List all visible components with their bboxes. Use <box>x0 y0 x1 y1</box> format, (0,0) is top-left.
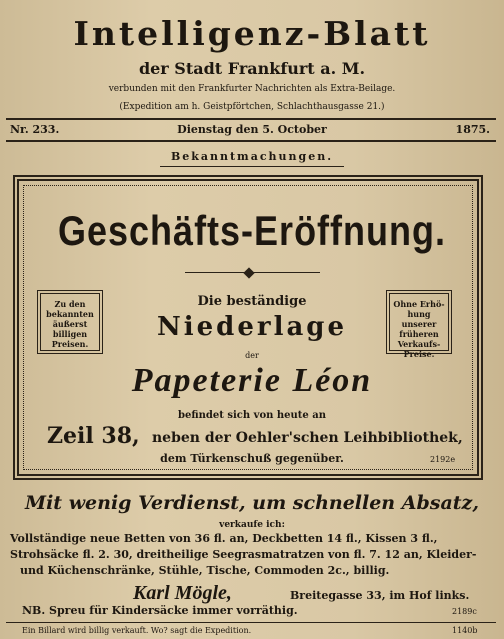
classified-billard: Ein Billard wird billig verkauft. Wo? sagt die Expedition. <box>22 626 252 635</box>
issue-date: Dienstag den 5. October <box>177 123 327 136</box>
masthead-subtitle: der Stadt Frankfurt a. M. <box>138 59 366 78</box>
ad-address-detail: neben der Oehler'schen Leihbibliothek, <box>152 430 463 446</box>
rule-top <box>6 118 496 120</box>
ad-niederlage: Niederlage <box>156 312 348 342</box>
ad2-merchant-name: Karl Mögle, <box>133 582 232 604</box>
masthead-expedition: (Expedition am h. Geistpförtchen, Schlachthausgasse 21.) <box>119 102 385 112</box>
ad2-address: Breitegasse 33, im Hof links. <box>290 589 470 602</box>
ad2-line-3: und Küchenschränke, Stühle, Tische, Commoden 2c., billig. <box>20 564 390 577</box>
ad2-verkaufe: verkaufe ich: <box>219 520 285 530</box>
rule-dateline <box>6 140 496 142</box>
masthead-title: Intelligenz-Blatt <box>73 14 431 53</box>
issue-number: Nr. 233. <box>10 123 60 136</box>
rule-bottom <box>6 622 496 623</box>
ad2-line-1: Vollständige neue Betten von 36 fl. an, Deckbetten 14 fl., Kissen 3 fl., <box>10 532 438 545</box>
ad-intro: Die beständige <box>197 294 307 309</box>
ad-shop-name: Papeterie Léon <box>131 362 373 399</box>
ad2-note: NB. Spreu für Kindersäcke immer vorräthig. <box>22 604 298 617</box>
ad2-headline: Mit wenig Verdienst, um schnellen Absatz, <box>25 492 479 514</box>
right-price-box: Ohne Erhö- hung unserer früheren Verkaufs- Preise. <box>386 290 452 354</box>
ornament-divider <box>185 272 320 273</box>
classified-code: 1140b <box>452 626 478 635</box>
issue-year: 1875. <box>455 123 490 136</box>
section-rule <box>160 166 344 167</box>
masthead-affiliation: verbunden mit den Frankfurter Nachrichten als Extra-Beilage. <box>108 84 396 94</box>
left-price-box: Zu den bekannten äußerst billigen Preisen. <box>37 290 103 354</box>
ad2-line-2: Strohsäcke fl. 2. 30, dreitheilige Seegrasmatratzen von fl. 7. 12 an, Kleider- <box>10 548 477 561</box>
ad-address: Zeil 38, <box>47 423 140 449</box>
ad2-code: 2189c <box>452 607 477 616</box>
ad-der: der <box>245 351 259 360</box>
ad-landmark: dem Türkenschuß gegenüber. <box>160 452 344 465</box>
section-heading: Bekanntmachungen. <box>170 150 334 163</box>
ad-headline: Geschäfts-Eröffnung. <box>57 206 446 254</box>
ad-code: 2192e <box>430 455 456 464</box>
ad-befindet: befindet sich von heute an <box>178 410 326 421</box>
